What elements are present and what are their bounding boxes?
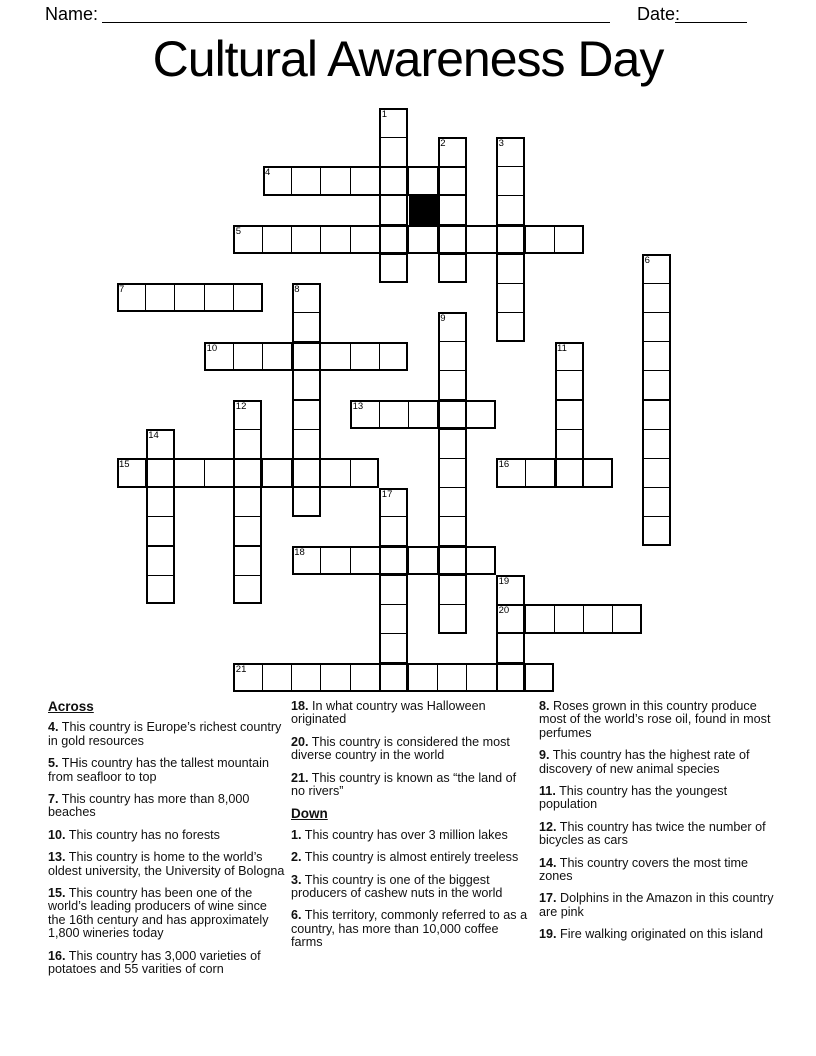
- clue-item-5: 5. THis country has the tallest mountain from seafloor to top: [48, 756, 269, 784]
- clue-item-13: 13. This country is home to the world’s oldest university, the University of Bologna: [48, 850, 285, 878]
- clue-number: 18: [294, 547, 305, 558]
- cell-divider: [408, 663, 409, 692]
- cell-divider: [496, 195, 525, 196]
- cell-divider: [320, 166, 321, 195]
- clue-item-12: 12. This country has twice the number of bicycles as cars: [539, 819, 766, 848]
- page-title: Cultural Awareness Day: [152, 31, 664, 87]
- cell-divider: [466, 225, 467, 254]
- cell-divider: [320, 342, 321, 371]
- cell-divider: [292, 312, 321, 313]
- cell-divider: [233, 575, 262, 576]
- cell-divider: [320, 458, 321, 487]
- clue-item-8: 8. Roses grown in this country produce most of the world’s rose oil, found in most perfumes: [539, 699, 771, 740]
- cell-divider: [525, 225, 526, 254]
- clue-number: 1: [381, 109, 388, 120]
- word-outline: [350, 400, 496, 429]
- cell-divider: [438, 516, 467, 517]
- cell-divider: [379, 633, 408, 634]
- clue-item-11: 11. This country has the youngest population: [539, 784, 728, 812]
- cell-divider: [642, 312, 671, 313]
- cell-divider: [408, 546, 409, 575]
- cell-divider: [496, 225, 497, 254]
- cell-divider: [642, 283, 671, 284]
- cell-divider: [408, 166, 409, 195]
- cell-divider: [583, 458, 584, 487]
- cell-divider: [437, 663, 438, 692]
- cell-divider: [350, 663, 351, 692]
- cell-divider: [350, 458, 351, 487]
- cell-divider: [466, 663, 467, 692]
- clue-item-4: 4. This country is Europe’s richest country in gold resources: [48, 720, 282, 748]
- cell-divider: [350, 342, 351, 371]
- clue-number: 10: [206, 342, 218, 354]
- cell-divider: [379, 137, 408, 138]
- cell-divider: [204, 283, 205, 312]
- cell-divider: [350, 546, 351, 575]
- clue-number: 17: [381, 488, 393, 500]
- cell-divider: [291, 166, 292, 195]
- clue-column-middle: [291, 700, 529, 959]
- cell-divider: [554, 225, 555, 254]
- cell-divider: [292, 429, 321, 430]
- word-outline: [438, 137, 467, 283]
- clue-number: 19: [498, 576, 510, 588]
- cell-divider: [379, 663, 380, 692]
- cell-divider: [292, 399, 321, 400]
- cell-divider: [525, 458, 526, 487]
- date-label: Date:: [637, 4, 681, 24]
- cell-divider: [262, 663, 263, 692]
- cell-divider: [583, 604, 584, 633]
- clue-number: 12: [235, 401, 247, 412]
- cell-divider: [408, 400, 409, 429]
- cell-divider: [146, 545, 175, 546]
- cell-divider: [291, 663, 292, 692]
- cell-divider: [379, 604, 408, 605]
- word-outline: [438, 312, 467, 633]
- cell-divider: [379, 400, 380, 429]
- cell-divider: [408, 225, 409, 254]
- cell-divider: [612, 604, 613, 633]
- clue-item-7: 7. This country has more than 8,000 beaches: [48, 792, 250, 820]
- cell-divider: [146, 516, 175, 517]
- clue-item-15: 15. This country has been one of the world’s leading producers of wine since the 16th century and has approximately 1,800 wineries today: [48, 886, 269, 941]
- across-header: Across: [48, 699, 94, 714]
- clue-item-10: 10. This country has no forests: [48, 827, 220, 842]
- clue-item-3: 3. This country is one of the biggest producers of cashew nuts in the world: [291, 872, 503, 901]
- word-outline: [496, 604, 642, 633]
- clue-number: 3: [498, 138, 504, 150]
- clue-number: 5: [235, 225, 242, 237]
- cell-divider: [438, 487, 467, 488]
- cell-divider: [554, 458, 555, 487]
- clue-item-14: 14. This country covers the most time zones: [539, 855, 749, 884]
- cell-divider: [291, 225, 292, 254]
- clue-item-6: 6. This territory, commonly referred to as a country, has more than 10,000 coffee farms: [291, 908, 528, 950]
- cell-divider: [145, 458, 146, 487]
- cell-divider: [496, 283, 525, 284]
- cell-divider: [642, 516, 671, 517]
- cell-divider: [204, 458, 205, 487]
- cell-divider: [146, 575, 175, 576]
- clue-column-left: [48, 700, 286, 986]
- cell-divider: [262, 342, 263, 371]
- cell-divider: [233, 283, 234, 312]
- clue-item-19: 19. Fire walking originated on this island: [539, 927, 764, 942]
- cell-divider: [554, 604, 555, 633]
- clue-item-1: 1. This country has over 3 million lakes: [291, 827, 508, 842]
- cell-divider: [350, 225, 351, 254]
- clue-number: 14: [148, 430, 159, 442]
- clue-column-right: [539, 700, 783, 951]
- clue-number: 11: [557, 342, 567, 354]
- cell-divider: [379, 342, 380, 371]
- clue-number: 16: [498, 459, 510, 471]
- cell-divider: [642, 341, 671, 342]
- cell-divider: [350, 166, 351, 195]
- clue-number: 6: [644, 255, 650, 266]
- word-outline: [117, 458, 380, 487]
- cell-divider: [642, 399, 671, 400]
- cell-divider: [437, 166, 438, 195]
- name-label: Name:: [45, 4, 99, 24]
- cell-divider: [466, 546, 467, 575]
- cell-divider: [496, 166, 525, 167]
- cell-divider: [379, 166, 380, 195]
- clue-number: 20: [498, 605, 510, 617]
- cell-divider: [438, 370, 467, 371]
- clue-number: 21: [235, 663, 247, 675]
- clue-item-9: 9. This country has the highest rate of discovery of new animal species: [539, 748, 750, 776]
- cell-divider: [233, 458, 234, 487]
- cell-divider: [642, 429, 671, 430]
- cell-divider: [379, 516, 408, 517]
- clue-item-21: 21. This country is known as “the land of no rivers”: [291, 770, 517, 799]
- cell-divider: [233, 545, 262, 546]
- cell-divider: [174, 458, 175, 487]
- cell-divider: [320, 225, 321, 254]
- cell-divider: [262, 225, 263, 254]
- cell-divider: [525, 604, 526, 633]
- cell-divider: [555, 370, 584, 371]
- cell-divider: [145, 283, 146, 312]
- cell-divider: [379, 546, 380, 575]
- cell-divider: [496, 312, 525, 313]
- clue-item-16: 16. This country has 3,000 varieties of potatoes and 55 varities of corn: [48, 948, 261, 977]
- clue-number: 15: [119, 459, 130, 471]
- cell-divider: [438, 604, 467, 605]
- clue-number: 7: [119, 284, 125, 296]
- clue-number: 2: [440, 138, 446, 150]
- cell-divider: [233, 516, 262, 517]
- cell-divider: [233, 342, 234, 371]
- cell-divider: [320, 663, 321, 692]
- word-outline: [233, 663, 554, 692]
- cell-divider: [437, 400, 438, 429]
- clue-number: 13: [352, 401, 364, 412]
- clue-item-20: 20. This country is considered the most diverse country in the world: [291, 734, 510, 763]
- clue-number: 9: [440, 313, 446, 325]
- cell-divider: [555, 429, 584, 430]
- clue-item-2: 2. This country is almost entirely treeless: [291, 850, 519, 865]
- cell-divider: [437, 225, 438, 254]
- cell-divider: [291, 458, 292, 487]
- cell-divider: [291, 342, 292, 371]
- cell-divider: [525, 663, 526, 692]
- cell-divider: [496, 663, 497, 692]
- cell-divider: [320, 546, 321, 575]
- cell-divider: [438, 341, 467, 342]
- cell-divider: [438, 458, 467, 459]
- cell-divider: [437, 546, 438, 575]
- cell-divider: [555, 399, 584, 400]
- cell-divider: [262, 458, 263, 487]
- clue-item-17: 17. Dolphins in the Amazon in this country are pink: [539, 891, 774, 919]
- down-header: Down: [291, 806, 328, 822]
- cell-divider: [642, 370, 671, 371]
- cell-divider: [642, 487, 671, 488]
- clue-number: 8: [294, 284, 300, 296]
- cell-divider: [642, 458, 671, 459]
- cell-divider: [379, 225, 380, 254]
- black-cell: [409, 196, 438, 225]
- clue-number: 4: [265, 167, 271, 179]
- clue-item-18: 18. In what country was Halloween originated: [291, 699, 486, 727]
- cell-divider: [233, 429, 262, 430]
- cell-divider: [466, 400, 467, 429]
- word-outline: [117, 283, 263, 312]
- cell-divider: [174, 283, 175, 312]
